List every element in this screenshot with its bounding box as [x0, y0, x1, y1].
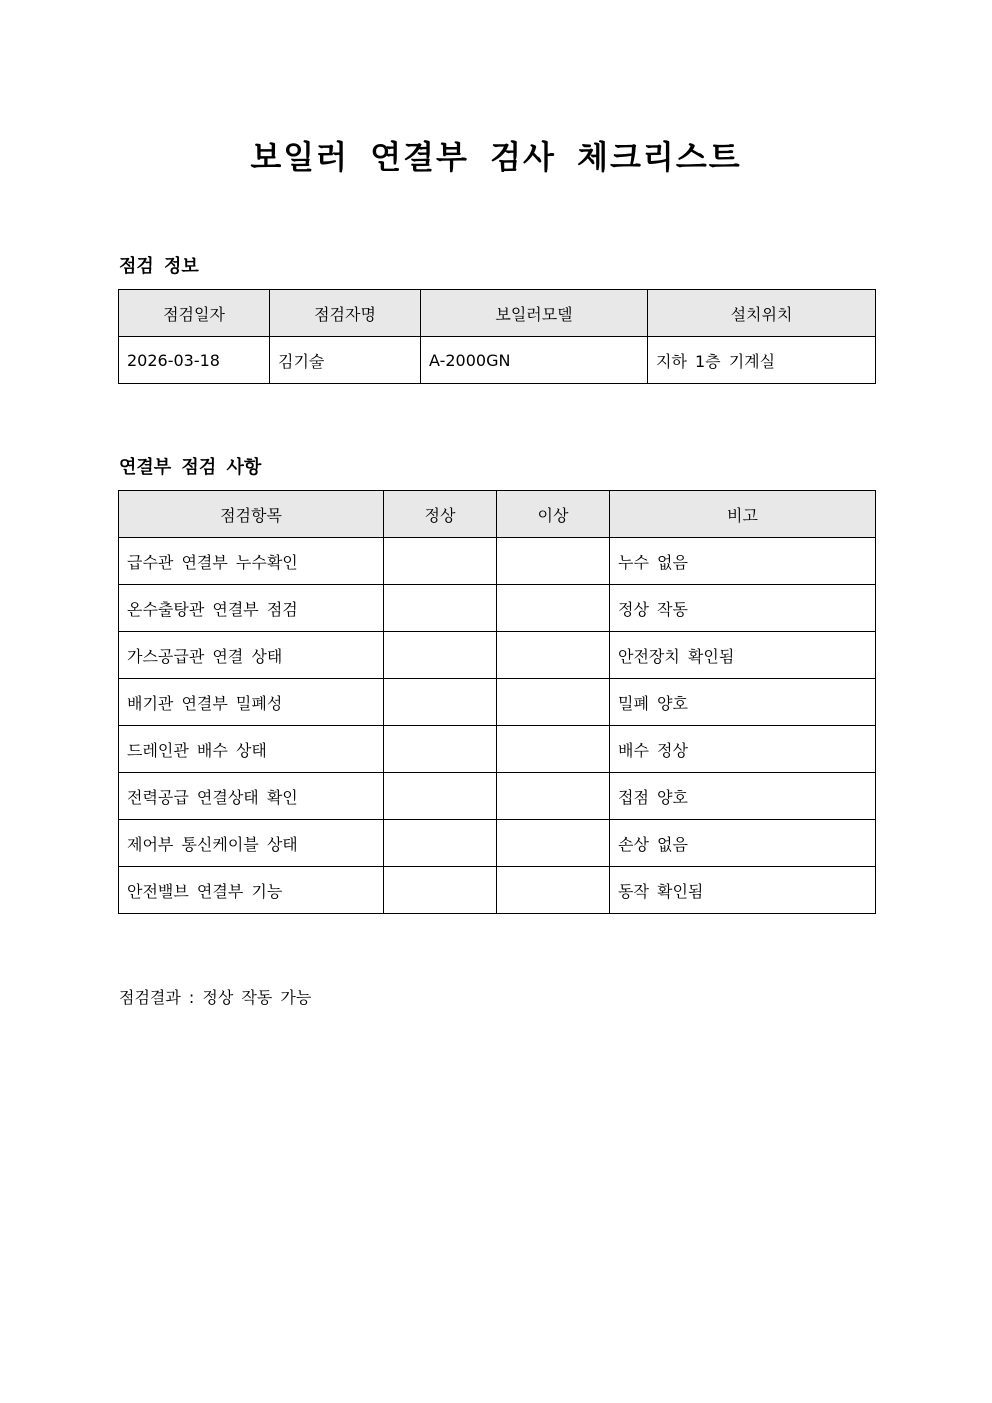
table-row — [119, 726, 876, 773]
check-item: 가스공급관 연결 상태 — [119, 632, 384, 679]
check-item: 제어부 통신케이블 상태 — [119, 820, 384, 867]
inspector-name-value: 김기술 — [270, 337, 421, 384]
check-item: 전력공급 연결상태 확인 — [119, 773, 384, 820]
table-header-row — [119, 491, 876, 538]
abnormal-cell[interactable] — [497, 679, 610, 726]
check-item: 배기관 연결부 밀폐성 — [119, 679, 384, 726]
normal-cell[interactable] — [384, 538, 497, 585]
inspection-date-value: 2026-03-18 — [119, 337, 270, 384]
note-cell: 누수 없음 — [610, 538, 876, 585]
note-cell: 정상 작동 — [610, 585, 876, 632]
abnormal-cell[interactable] — [497, 632, 610, 679]
header-install-location: 설치위치 — [648, 290, 876, 337]
header-abnormal: 이상 — [497, 491, 610, 538]
inspection-result: 점검결과 : 정상 작동 가능 — [119, 988, 312, 1007]
check-item: 안전밸브 연결부 기능 — [119, 867, 384, 914]
check-item: 급수관 연결부 누수확인 — [119, 538, 384, 585]
table-row — [119, 820, 876, 867]
header-inspection-date: 점검일자 — [119, 290, 270, 337]
connection-check-table — [118, 490, 876, 914]
check-item: 온수출탕관 연결부 점검 — [119, 585, 384, 632]
note-cell: 밀폐 양호 — [610, 679, 876, 726]
normal-cell[interactable] — [384, 820, 497, 867]
check-item: 드레인관 배수 상태 — [119, 726, 384, 773]
note-cell: 접점 양호 — [610, 773, 876, 820]
normal-cell[interactable] — [384, 585, 497, 632]
inspection-info-table — [118, 289, 876, 384]
table-row — [119, 538, 876, 585]
section-title-inspection-info: 점검 정보 — [119, 256, 199, 277]
boiler-model-value: A-2000GN — [421, 337, 648, 384]
table-row — [119, 679, 876, 726]
header-normal: 정상 — [384, 491, 497, 538]
table-row — [119, 337, 876, 384]
abnormal-cell[interactable] — [497, 585, 610, 632]
install-location-value: 지하 1층 기계실 — [648, 337, 876, 384]
abnormal-cell[interactable] — [497, 867, 610, 914]
normal-cell[interactable] — [384, 726, 497, 773]
normal-cell[interactable] — [384, 867, 497, 914]
table-row — [119, 632, 876, 679]
header-boiler-model: 보일러모델 — [421, 290, 648, 337]
table-header-row — [119, 290, 876, 337]
table-row — [119, 773, 876, 820]
header-note: 비고 — [610, 491, 876, 538]
normal-cell[interactable] — [384, 679, 497, 726]
table-row — [119, 867, 876, 914]
abnormal-cell[interactable] — [497, 820, 610, 867]
abnormal-cell[interactable] — [497, 773, 610, 820]
header-check-item: 점검항목 — [119, 491, 384, 538]
section-title-connection-check: 연결부 점검 사항 — [119, 457, 262, 478]
abnormal-cell[interactable] — [497, 538, 610, 585]
header-inspector-name: 점검자명 — [270, 290, 421, 337]
note-cell: 손상 없음 — [610, 820, 876, 867]
table-row — [119, 585, 876, 632]
normal-cell[interactable] — [384, 632, 497, 679]
abnormal-cell[interactable] — [497, 726, 610, 773]
normal-cell[interactable] — [384, 773, 497, 820]
note-cell: 동작 확인됨 — [610, 867, 876, 914]
note-cell: 배수 정상 — [610, 726, 876, 773]
document-title: 보일러 연결부 검사 체크리스트 — [250, 138, 742, 176]
note-cell: 안전장치 확인됨 — [610, 632, 876, 679]
